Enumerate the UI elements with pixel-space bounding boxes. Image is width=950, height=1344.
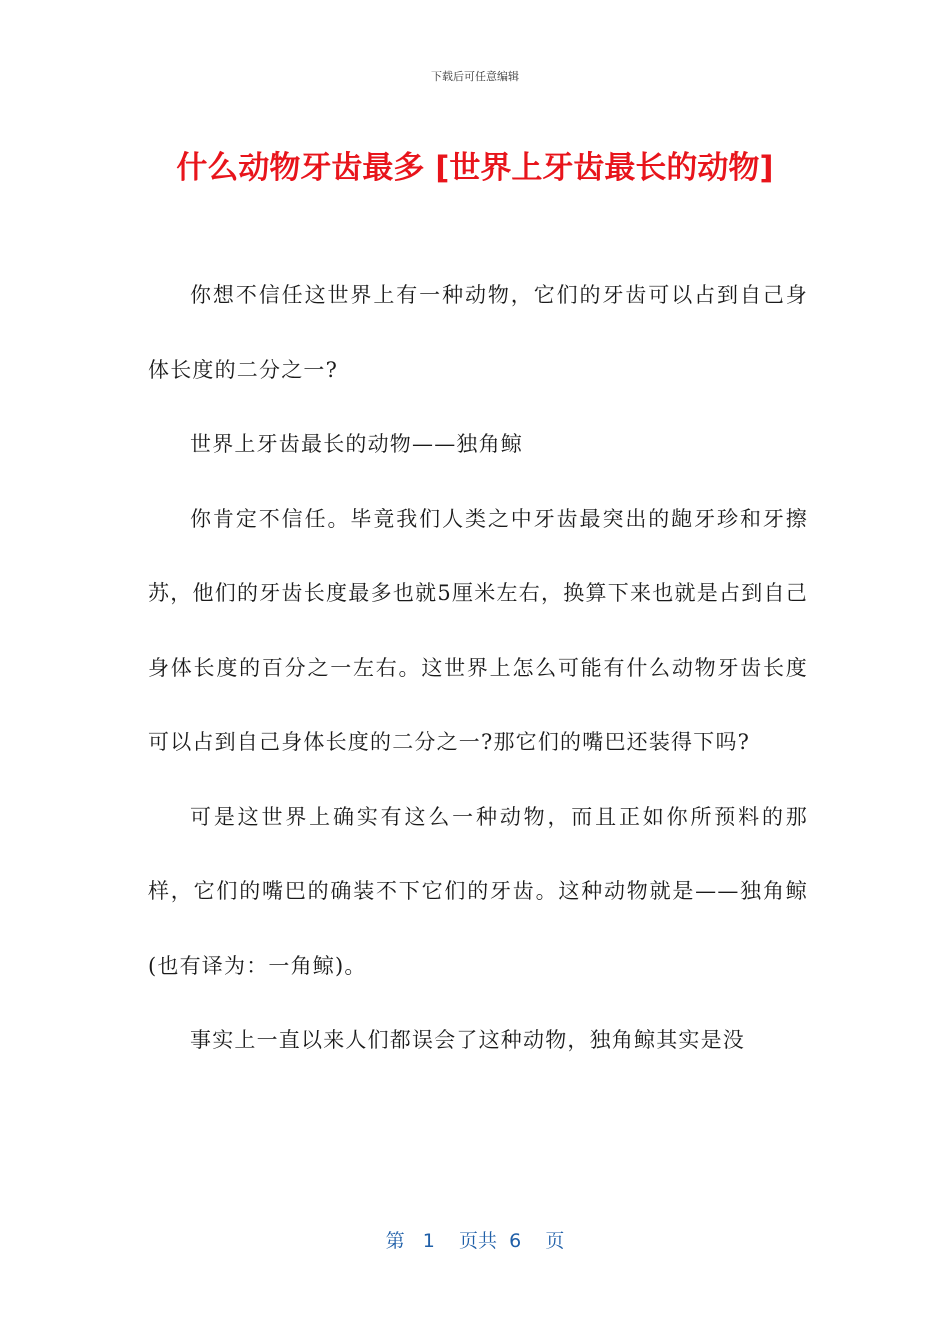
paragraph: 事实上一直以来人们都误会了这种动物，独角鲸其实是没 — [190, 1028, 745, 1052]
document-body — [148, 258, 808, 1078]
page-footer — [0, 1226, 950, 1253]
paragraph: 世界上牙齿最长的动物——独角鲸 — [190, 432, 523, 456]
footer-prefix: 第 — [385, 1230, 405, 1252]
paragraph: 可是这世界上确实有这么一种动物，而且正如你所预料的那样，它们的嘴巴的确装不下它们的牙齿。这种动物就是——独角鲸(也有译为：一角鲸)。 — [148, 804, 808, 978]
document-title: 什么动物牙齿最多 [世界上牙齿最长的动物] — [176, 150, 774, 186]
footer-middle: 页共 — [459, 1230, 498, 1252]
paragraph: 你肯定不信任。毕竟我们人类之中牙齿最突出的龅牙珍和牙擦苏，他们的牙齿长度最多也就5厘米左右，换算下来也就是占到自己身体长度的百分之一左右。这世界上怎么可能有什么动物牙齿长度可以占到自己身体长度的二分之一?那它们的嘴巴还装得下吗? — [148, 506, 808, 754]
header-note: 下载后可任意编辑 — [431, 70, 519, 83]
paragraph: 你想不信任这世界上有一种动物，它们的牙齿可以占到自己身体长度的二分之一? — [148, 283, 808, 382]
footer-page-number: 1 — [422, 1230, 435, 1252]
footer-total-pages: 6 — [509, 1230, 522, 1252]
footer-suffix: 页 — [545, 1230, 565, 1252]
